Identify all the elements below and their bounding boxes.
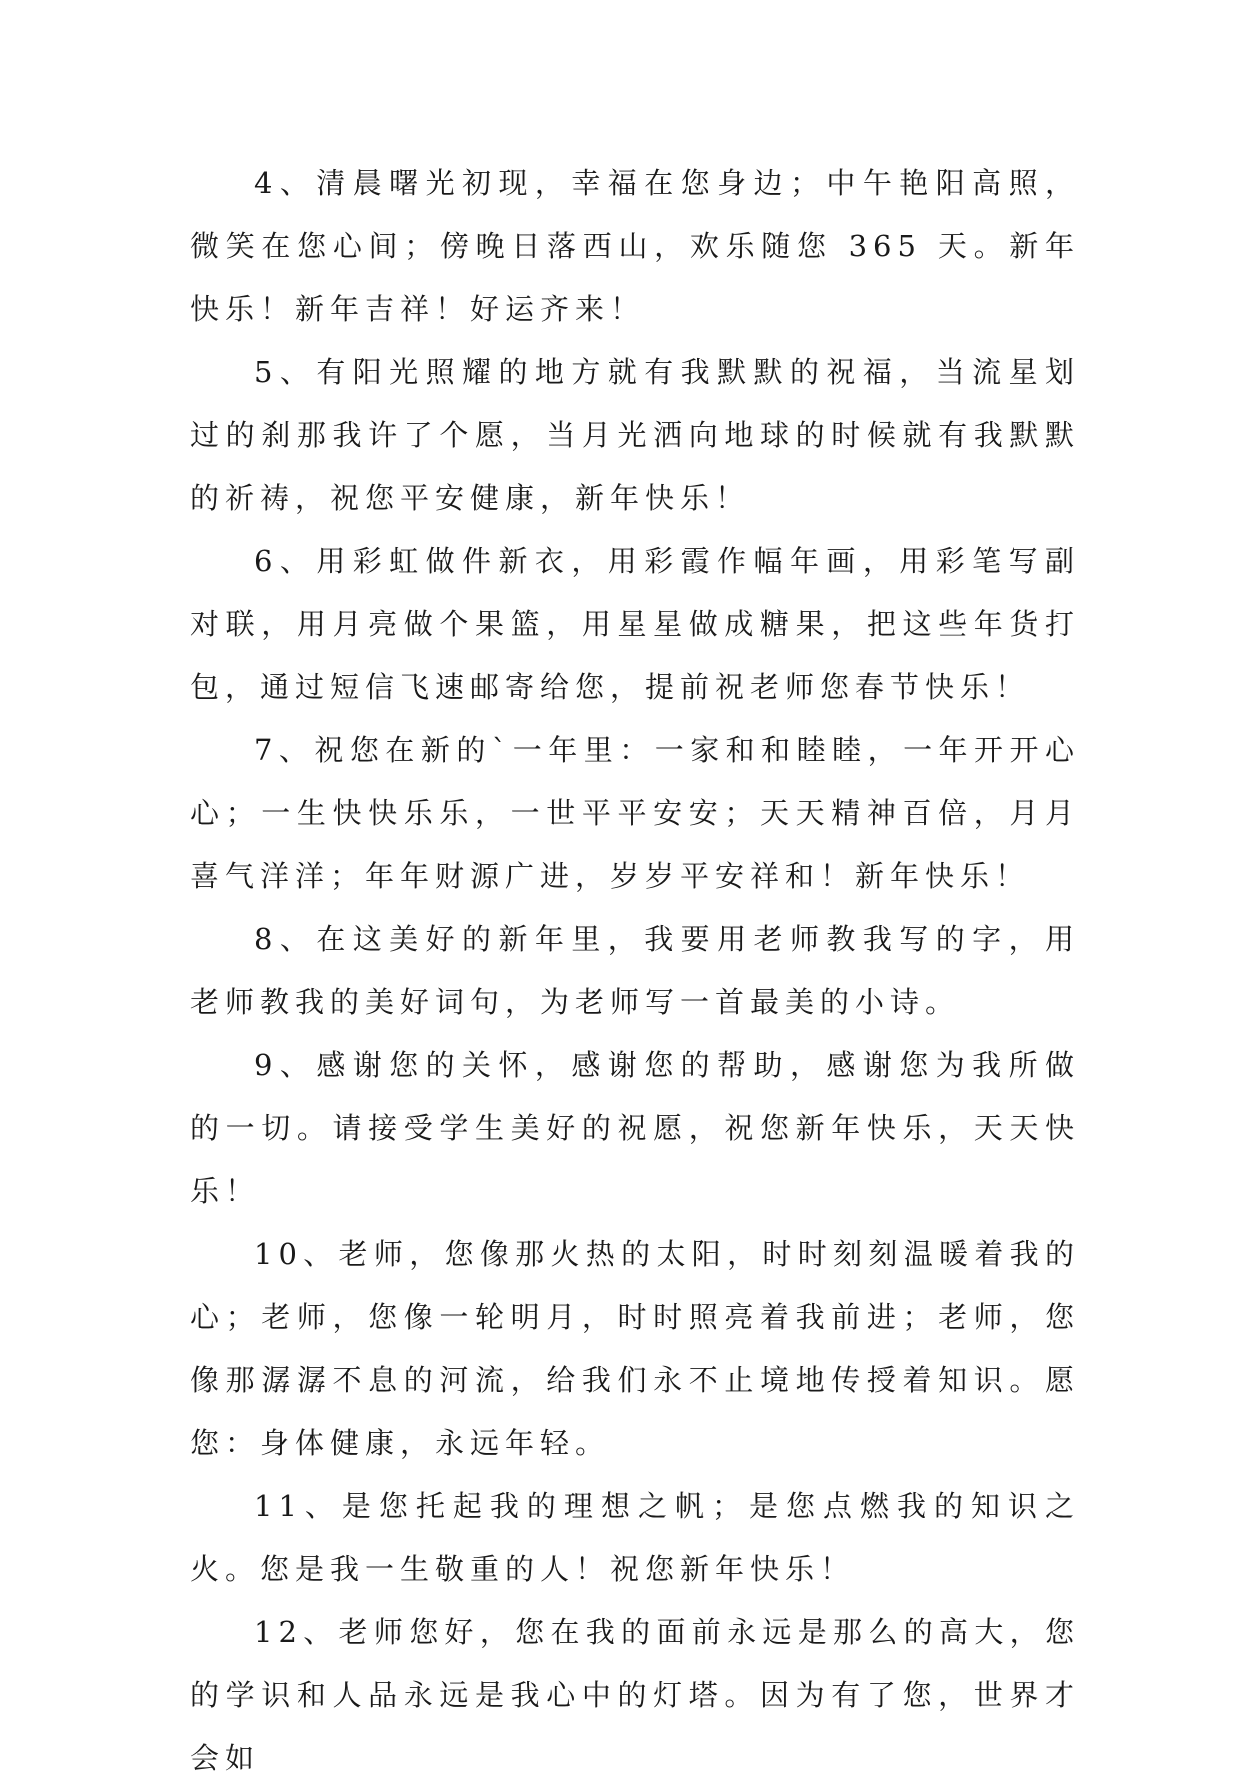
document-body — [190, 152, 1080, 1790]
paragraph-4: 4、清晨曙光初现，幸福在您身边；中午艳阳高照，微笑在您心间；傍晚日落西山，欢乐随您 365 天。新年快乐！新年吉祥！好运齐来！ — [190, 166, 1080, 326]
paragraph-8: 8、在这美好的新年里，我要用老师教我写的字，用老师教我的美好词句，为老师写一首最美的小诗。 — [190, 922, 1080, 1019]
paragraph-5: 5、有阳光照耀的地方就有我默默的祝福，当流星划过的刹那我许了个愿，当月光洒向地球的时候就有我默默的祈祷，祝您平安健康，新年快乐！ — [190, 355, 1080, 515]
paragraph-6: 6、用彩虹做件新衣，用彩霞作幅年画，用彩笔写副对联，用月亮做个果篮，用星星做成糖果，把这些年货打包，通过短信飞速邮寄给您，提前祝老师您春节快乐！ — [190, 544, 1080, 704]
paragraph-7: 7、祝您在新的`一年里：一家和和睦睦，一年开开心心；一生快快乐乐，一世平平安安；天天精神百倍，月月喜气洋洋；年年财源广进，岁岁平安祥和！新年快乐！ — [190, 733, 1080, 893]
paragraph-12: 12、老师您好，您在我的面前永远是那么的高大，您的学识和人品永远是我心中的灯塔。因为有了您，世界才会如 — [190, 1615, 1080, 1775]
paragraph-11: 11、是您托起我的理想之帆；是您点燃我的知识之火。您是我一生敬重的人！祝您新年快乐！ — [190, 1489, 1080, 1586]
paragraph-9: 9、感谢您的关怀，感谢您的帮助，感谢您为我所做的一切。请接受学生美好的祝愿，祝您新年快乐，天天快乐！ — [190, 1048, 1080, 1208]
paragraph-10: 10、老师，您像那火热的太阳，时时刻刻温暖着我的心；老师，您像一轮明月，时时照亮着我前进；老师，您像那潺潺不息的河流，给我们永不止境地传授着知识。愿您：身体健康，永远年轻。 — [190, 1237, 1080, 1460]
